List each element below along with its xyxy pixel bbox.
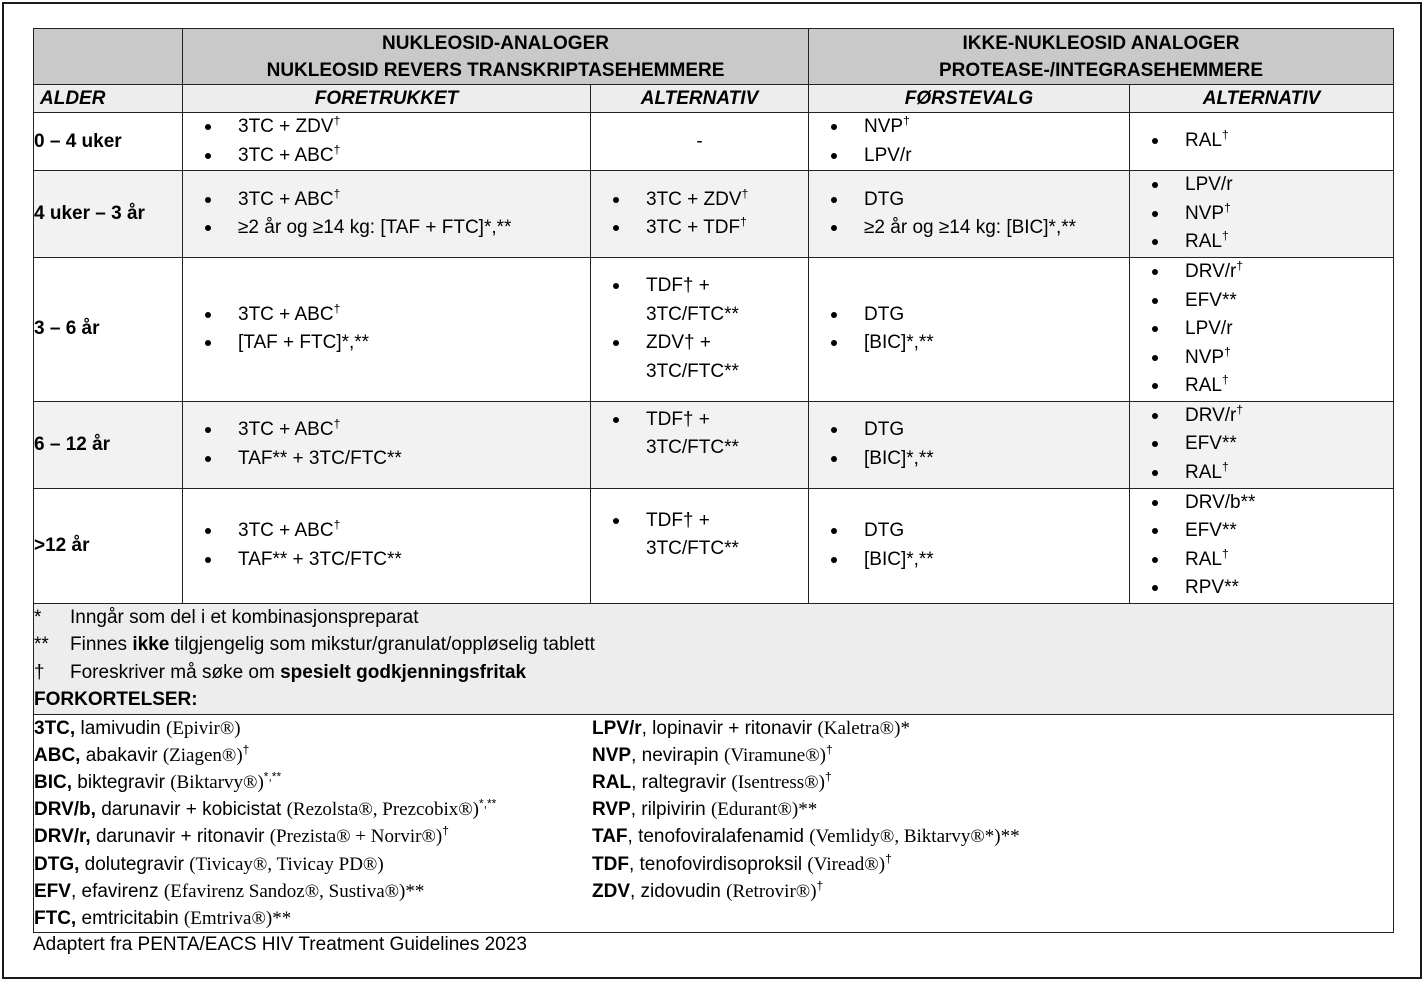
abbreviation-item: DTG, dolutegravir (Tivicay®, Tivicay PD®) xyxy=(34,853,384,875)
list-item: RAL† xyxy=(1185,459,1393,488)
table-row xyxy=(34,401,1394,488)
list-item: ≥2 år og ≥14 kg: [TAF + FTC]*,** xyxy=(238,214,590,243)
list-item: TDF† + 3TC/FTC** xyxy=(646,272,808,329)
list-item: [TAF + FTC]*,** xyxy=(238,329,590,358)
abbreviation-item: EFV, efavirenz (Efavirenz Sandoz®, Sustiva®)** xyxy=(34,880,425,902)
alternative2-cell xyxy=(1130,171,1394,258)
preferred-cell xyxy=(183,171,591,258)
abbreviations-right xyxy=(592,715,1372,933)
subheader-first-choice: FØRSTEVALG xyxy=(809,85,1130,113)
treatment-table xyxy=(33,28,1394,933)
preferred-cell xyxy=(183,401,591,488)
alternative-cell: - xyxy=(591,113,809,171)
abbreviation-item: LPV/r, lopinavir + ritonavir (Kaletra®)* xyxy=(592,717,910,739)
notes-cell xyxy=(34,603,1394,714)
abbreviation-item: FTC, emtricitabin (Emtriva®)** xyxy=(34,907,292,929)
header-empty xyxy=(34,29,183,85)
list-item: DTG xyxy=(864,416,1129,445)
header-nonnucleoside xyxy=(809,29,1394,85)
list-item: 3TC + ABC† xyxy=(238,416,590,445)
preferred-cell xyxy=(183,258,591,402)
abbreviations-title: FORKORTELSER: xyxy=(34,689,198,710)
subheader-alternative: ALTERNATIV xyxy=(591,85,809,113)
list-item: [BIC]*,** xyxy=(864,445,1129,474)
list-item: RAL† xyxy=(1185,372,1393,401)
alternative2-cell xyxy=(1130,258,1394,402)
abbreviation-item: ABC, abakavir (Ziagen®)† xyxy=(34,742,250,766)
abbreviation-item: BIC, biktegravir (Biktarvy®)*,** xyxy=(34,769,282,793)
header-nucleoside-line2: NUKLEOSID REVERS TRANSKRIPTASEHEMMERE xyxy=(266,59,725,81)
source-caption: Adaptert fra PENTA/EACS HIV Treatment Guidelines 2023 xyxy=(33,934,527,955)
list-item: 3TC + ZDV† xyxy=(646,186,808,215)
list-item: [BIC]*,** xyxy=(864,329,1129,358)
list-item: DTG xyxy=(864,301,1129,330)
list-item: ZDV† + 3TC/FTC** xyxy=(646,329,808,386)
list-item: DRV/b** xyxy=(1185,489,1393,518)
list-item: RAL† xyxy=(1185,127,1393,156)
first-choice-cell xyxy=(809,171,1130,258)
abbreviation-item: RVP, rilpivirin (Edurant®)** xyxy=(592,799,818,821)
abbreviations-cell xyxy=(34,714,1394,933)
abbreviation-item: RAL, raltegravir (Isentress®)† xyxy=(592,769,832,793)
table-row xyxy=(34,258,1394,402)
abbreviation-item: 3TC, lamivudin (Epivir®) xyxy=(34,717,241,739)
age-cell: 0 – 4 uker xyxy=(34,113,183,171)
age-cell: 4 uker – 3 år xyxy=(34,171,183,258)
list-item: 3TC + ABC† xyxy=(238,301,590,330)
list-item: TDF† + 3TC/FTC** xyxy=(646,507,808,564)
list-item: DRV/r† xyxy=(1185,402,1393,431)
subheader-alternative-2: ALTERNATIV xyxy=(1130,85,1394,113)
list-item: EFV** xyxy=(1185,287,1393,316)
abbreviation-item: DRV/b, darunavir + kobicistat (Rezolsta®, Prezcobix®)*,** xyxy=(34,796,497,821)
abbreviation-item: TDF, tenofovirdisoproksil (Viread®)† xyxy=(592,851,892,875)
first-choice-cell xyxy=(809,113,1130,171)
first-choice-cell xyxy=(809,258,1130,402)
list-item: NVP† xyxy=(1185,200,1393,229)
alternative-cell xyxy=(591,258,809,402)
header-nucleoside xyxy=(183,29,809,85)
note-item: * Inngår som del i et kombinasjonspreparat xyxy=(34,606,419,628)
list-item: DRV/r† xyxy=(1185,258,1393,287)
list-item: LPV/r xyxy=(1185,171,1393,200)
list-item: ≥2 år og ≥14 kg: [BIC]*,** xyxy=(864,214,1129,243)
abbreviation-item: TAF, tenofoviralafenamid (Vemlidy®, Biktarvy®*)** xyxy=(592,826,1020,848)
first-choice-cell xyxy=(809,401,1130,488)
list-item: EFV** xyxy=(1185,430,1393,459)
list-item: 3TC + ABC† xyxy=(238,186,590,215)
header-nonnucleoside-line1: IKKE-NUKLEOSID ANALOGER xyxy=(962,32,1240,54)
list-item: TAF** + 3TC/FTC** xyxy=(238,546,590,575)
list-item: LPV/r xyxy=(1185,315,1393,344)
notes-row xyxy=(34,603,1394,714)
age-cell: 3 – 6 år xyxy=(34,258,183,402)
abbreviation-item: NVP, nevirapin (Viramune®)† xyxy=(592,742,833,766)
list-item: NVP† xyxy=(1185,344,1393,373)
note-item: ** Finnes ikke tilgjengelig som mikstur/granulat/oppløselig tablett xyxy=(34,634,595,655)
list-item: 3TC + ABC† xyxy=(238,142,590,171)
note-item: † Foreskriver må søke om spesielt godkjenningsfritak xyxy=(34,661,527,683)
alternative-cell xyxy=(591,171,809,258)
first-choice-cell xyxy=(809,488,1130,603)
table-row xyxy=(34,113,1394,171)
list-item: RPV** xyxy=(1185,574,1393,603)
list-item: TAF** + 3TC/FTC** xyxy=(238,445,590,474)
list-item: RAL† xyxy=(1185,546,1393,575)
list-item: NVP† xyxy=(864,113,1129,142)
header-nucleoside-line1: NUKLEOSID-ANALOGER xyxy=(382,32,609,54)
list-item: 3TC + TDF† xyxy=(646,214,808,243)
alternative2-cell xyxy=(1130,401,1394,488)
subheader-age: ALDER xyxy=(34,85,183,113)
list-item: DTG xyxy=(864,186,1129,215)
list-item: [BIC]*,** xyxy=(864,546,1129,575)
abbreviations-left xyxy=(34,715,592,933)
age-cell: 6 – 12 år xyxy=(34,401,183,488)
age-cell: >12 år xyxy=(34,488,183,603)
table-row xyxy=(34,488,1394,603)
list-item: EFV** xyxy=(1185,517,1393,546)
abbreviation-item: ZDV, zidovudin (Retrovir®)† xyxy=(592,878,824,902)
list-item: 3TC + ABC† xyxy=(238,517,590,546)
table-row xyxy=(34,171,1394,258)
header-nonnucleoside-line2: PROTEASE-/INTEGRASEHEMMERE xyxy=(938,59,1264,81)
subheader-preferred: FORETRUKKET xyxy=(183,85,591,113)
list-item: LPV/r xyxy=(864,142,1129,171)
preferred-cell xyxy=(183,113,591,171)
abbreviations-row xyxy=(34,714,1394,933)
abbreviation-item: DRV/r, darunavir + ritonavir (Prezista® + Norvir®)† xyxy=(34,823,449,848)
preferred-cell xyxy=(183,488,591,603)
list-item: 3TC + ZDV† xyxy=(238,113,590,142)
list-item: TDF† + 3TC/FTC** xyxy=(646,406,808,463)
list-item: DTG xyxy=(864,517,1129,546)
alternative-cell xyxy=(591,488,809,603)
alternative2-cell xyxy=(1130,113,1394,171)
list-item: RAL† xyxy=(1185,228,1393,257)
alternative-cell xyxy=(591,401,809,488)
alternative2-cell xyxy=(1130,488,1394,603)
